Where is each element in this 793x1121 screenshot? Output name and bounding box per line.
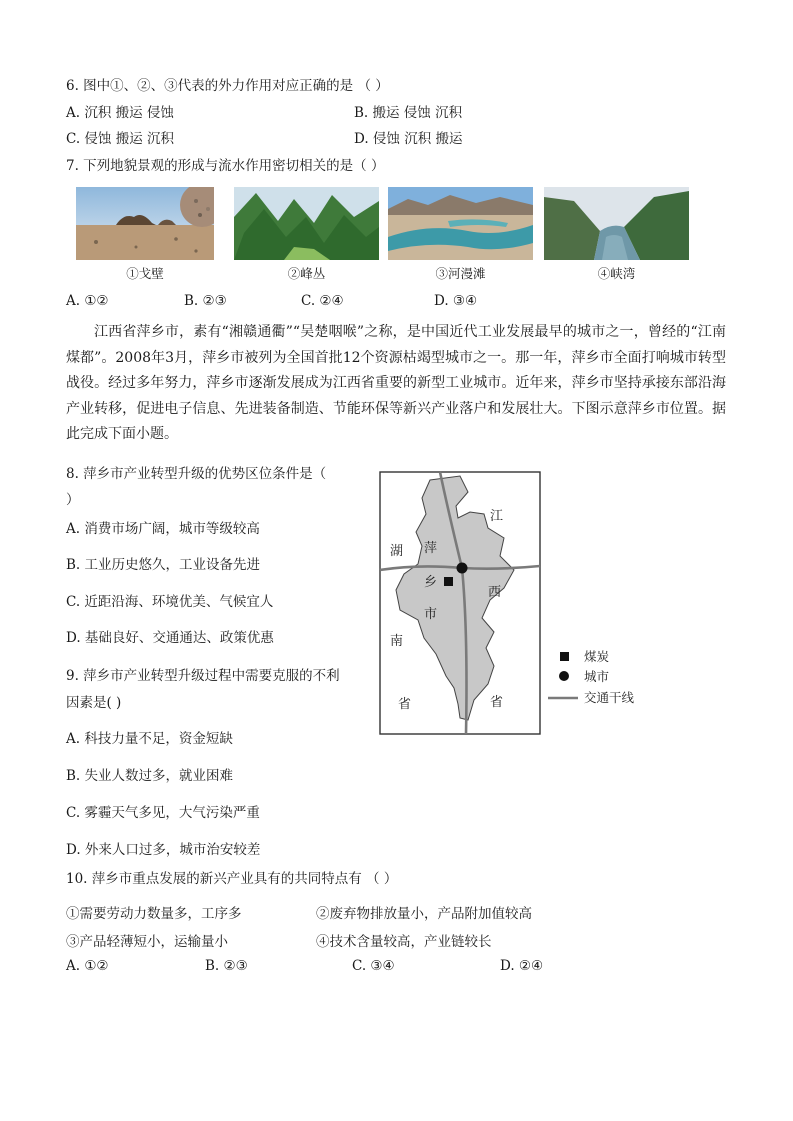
q9-option-a: A. 科技力量不足，资金短缺 (66, 731, 233, 747)
label-ping: 萍 (424, 541, 438, 556)
label-hu: 湖 (390, 544, 404, 559)
q10-stem: 10. 萍乡市重点发展的新兴产业具有的共同特点有 （ ） (66, 871, 398, 887)
q8-stem-line1: 8. 萍乡市产业转型升级的优势区位条件是（ (66, 466, 327, 482)
legend-city-icon (559, 671, 569, 681)
q7-option-a: A. ①② (66, 293, 109, 309)
q9-option-d: D. 外来人口过多，城市治安较差 (66, 842, 261, 858)
q10-statement-3: ③产品轻薄短小，运输量小 (66, 934, 228, 950)
passage: 江西省萍乡市，素有“湘赣通衢”“吴楚咽喉”之称，是中国近代工业发展最早的城市之一，曾经的“江南煤都”。2008年3月，萍乡市被列为全国首批12个资源枯竭型城市之一。那一年，萍乡市全面打响城市转型战役。经过多年努力，萍乡市逐渐发展成为江西省重要的新型工业城市。近年来，萍乡市坚持承接东部沿海产业转移，促进电子信息、先进装备制造、节能环保等新兴产业落户和发展壮大。下图示意萍乡市位置。据此完成下面小题。 (66, 324, 726, 442)
label-jiang: 江 (490, 509, 504, 524)
q8-option-b: B. 工业历史悠久，工业设备先进 (66, 557, 261, 573)
q6-option-c: C. 侵蚀 搬运 沉积 (66, 131, 175, 147)
fjord-photo (544, 187, 689, 260)
caption-peak-cluster: ②峰丛 (287, 266, 326, 281)
q9-option-c: C. 雾霾天气多见，大气污染严重 (66, 805, 260, 821)
label-nan: 南 (390, 634, 404, 649)
caption-gobi: ①戈壁 (126, 266, 164, 281)
caption-fjord: ④峡湾 (597, 266, 636, 281)
coal-marker (444, 577, 453, 586)
q10-option-c: C. ③④ (352, 958, 395, 974)
q8-option-c: C. 近距沿海、环境优美、气候宜人 (66, 594, 274, 610)
q7-option-d: D. ③④ (434, 293, 478, 309)
label-xi: 西 (488, 585, 502, 600)
q10-statement-1: ①需要劳动力数量多，工序多 (66, 906, 242, 922)
q10-statement-2: ②废弃物排放量小，产品附加值较高 (316, 906, 532, 922)
legend-coal-icon (560, 652, 569, 661)
label-sheng-right: 省 (490, 695, 504, 710)
floodplain-photo (388, 187, 533, 260)
q9-stem-line1: 9. 萍乡市产业转型升级过程中需要克服的不利 (66, 668, 340, 684)
q8-option-d: D. 基础良好、交通通达、政策优惠 (66, 630, 274, 646)
q9-option-b: B. 失业人数过多，就业困难 (66, 768, 234, 784)
label-shi: 市 (424, 607, 438, 622)
q7-option-c: C. ②④ (301, 293, 344, 309)
gobi-photo (76, 187, 214, 260)
legend-road-label: 交通干线 (584, 690, 635, 705)
q6-option-b: B. 搬运 侵蚀 沉积 (354, 105, 463, 121)
q7-option-b: B. ②③ (184, 293, 227, 309)
q8-option-a: A. 消费市场广阔，城市等级较高 (66, 521, 260, 537)
q6-option-a: A. 沉积 搬运 侵蚀 (66, 105, 174, 121)
legend-coal-label: 煤炭 (584, 649, 610, 664)
label-sheng-left: 省 (398, 697, 412, 712)
city-marker (457, 563, 468, 574)
q10-option-d: D. ②④ (500, 958, 544, 974)
caption-floodplain: ③河漫滩 (435, 266, 486, 281)
q8-stem-line2: ） (66, 492, 80, 508)
label-xiang: 乡 (424, 575, 438, 590)
q10-option-a: A. ①② (66, 958, 109, 974)
q10-statement-4: ④技术含量较高，产业链较长 (316, 934, 492, 950)
q7-stem: 7. 下列地貌景观的形成与流水作用密切相关的是（ ） (66, 158, 385, 174)
map-legend (548, 649, 635, 705)
q9-stem-line2: 因素是( ) (66, 695, 122, 711)
pingxiang-location-map (378, 470, 648, 738)
q10-option-b: B. ②③ (205, 958, 248, 974)
q6-option-d: D. 侵蚀 沉积 搬运 (354, 131, 463, 147)
q6-stem: 6. 图中①、②、③代表的外力作用对应正确的是 （ ） (66, 78, 389, 94)
peak-cluster-photo (234, 187, 379, 260)
legend-city-label: 城市 (584, 669, 610, 684)
